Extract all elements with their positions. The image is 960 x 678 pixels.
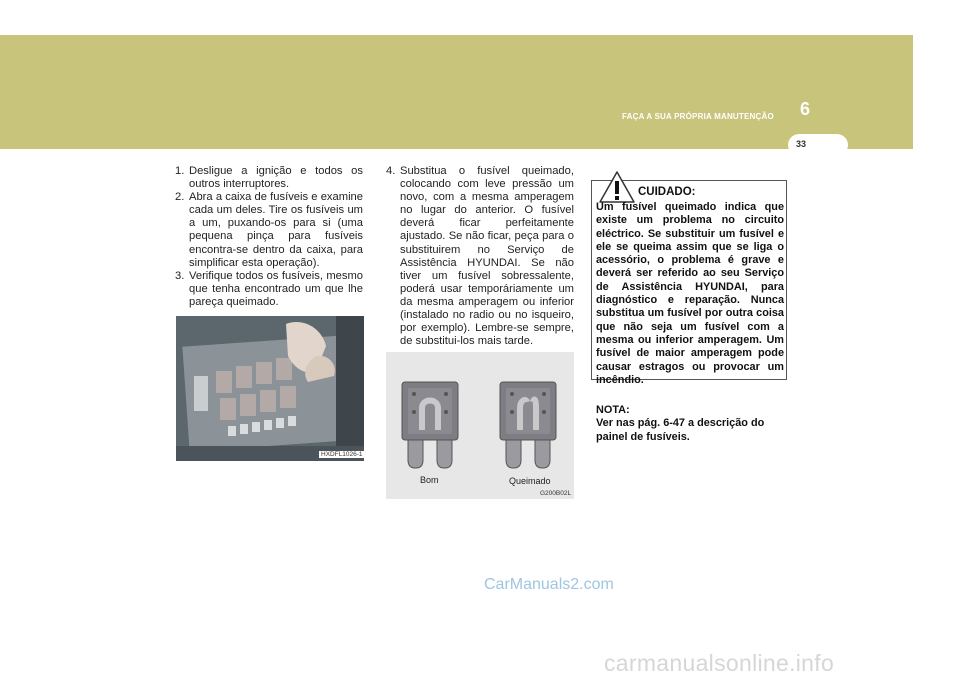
- fuse-box-photo: [176, 316, 364, 461]
- step-item: 4. Substitua o fusível queimado, colocando com leve pressão um novo, com a mesma amperagem no lugar do anterior. O fusível deverá ficar perfeitamente ajustado. Se não ficar, peça para o substituirem no Serviço de Assistência HYUNDAI. Se não tiver um fusível sobressalente, poderá usar temporáriamente um da mesma amperagem ou inferior (instalado no radio ou no isqueiro, por exemplo). Lembre-se sempre, de substitui-los mais tarde.: [386, 165, 574, 348]
- steps-list-left: [175, 165, 363, 309]
- watermark-carmanualsonline: carmanualsonline.info: [604, 650, 835, 676]
- steps-list-middle: [386, 165, 574, 348]
- caution-text: Um fusível queimado indica que existe um problema no circuito eléctrico. Se substituir um fusível e ele se queima assim que se liga o acessório, o problema é grave e deverá ser referido ao seu Serviço de Assistência HYUNDAI, para diagnóstico e reparação. Nunca substitua um fusível por outra coisa que não seja um fusível com a mesma ou inferior amperagem. Um fusível de maior amperagem pode causar estragos ou provocar um incêndio.: [596, 201, 784, 386]
- note-text: Ver nas pág. 6-47 a descrição do painel de fusíveis.: [596, 417, 765, 443]
- page-number: 33: [795, 139, 806, 149]
- header-band: [0, 35, 913, 149]
- middle-column: [386, 165, 574, 348]
- section-title: FAÇA A SUA PRÓPRIA MANUTENÇÃO: [622, 112, 774, 121]
- note-block: [596, 404, 786, 444]
- step-item: 3. Verifique todos os fusíveis, mesmo que tenha encontrado um que lhe pareça queimado.: [175, 269, 363, 308]
- caution-title: CUIDADO:: [638, 186, 696, 198]
- burned-fuse-label: Queimado: [509, 476, 551, 486]
- note-title: NOTA:: [596, 404, 630, 416]
- good-fuse-label: Bom: [420, 475, 439, 485]
- step-item: 2. Abra a caixa de fusíveis e examine cada um deles. Tire os fusíveis um a um, puxando-os para si (uma pequena pinça para fusíveis encontra-se dentro da caixa, para simplificar esta operação).: [175, 191, 363, 269]
- step-item: 1. Desligue a ignição e todos os outros interruptores.: [175, 165, 363, 191]
- photo-caption: HXDFL1026-1: [321, 451, 363, 458]
- figure-code: G200B02L: [540, 490, 572, 497]
- left-column: [175, 165, 363, 309]
- good-fuse-drawing: [402, 382, 458, 468]
- chapter-number: 6: [799, 99, 810, 119]
- burned-fuse-drawing: [500, 382, 556, 468]
- warning-triangle-icon: [598, 170, 636, 204]
- watermark-carmanuals2: CarManuals2.com: [484, 576, 614, 593]
